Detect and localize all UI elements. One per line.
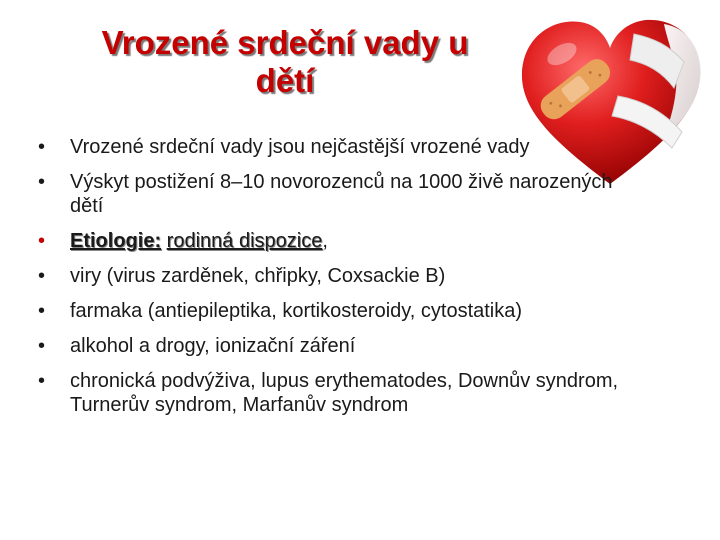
list-item xyxy=(38,299,638,323)
slide-title xyxy=(20,24,550,100)
bullet-icon: • xyxy=(38,230,46,252)
list-item xyxy=(38,334,638,358)
title-line-2: dětí xyxy=(255,62,315,99)
bullet-text: alkohol a drogy, ionizační záření xyxy=(70,335,356,357)
etiology-suffix: , xyxy=(322,230,328,252)
etiology-text: rodinná dispozice xyxy=(166,230,323,252)
bullet-icon: • xyxy=(38,171,46,193)
list-item xyxy=(38,170,638,218)
list-item xyxy=(38,135,638,159)
list-item-etiology xyxy=(38,229,638,253)
bullet-icon: • xyxy=(38,335,46,357)
bullet-text: viry (virus zarděnek, chřipky, Coxsackie B) xyxy=(70,265,446,287)
list-item xyxy=(38,369,638,417)
title-line-1: Vrozené srdeční vady u xyxy=(101,24,469,61)
bullet-icon: • xyxy=(38,136,46,158)
bullet-text: Vrozené srdeční vady jsou nejčastější vrozené vady xyxy=(70,136,530,158)
bullet-icon: • xyxy=(38,370,46,392)
bullet-icon: • xyxy=(38,300,46,322)
bullet-text: farmaka (antiepileptika, kortikosteroidy, cytostatika) xyxy=(70,300,523,322)
list-item xyxy=(38,264,638,288)
bullet-text: Výskyt postižení 8–10 novorozenců na 1000 živě narozených dětí xyxy=(70,171,613,217)
bullet-icon: • xyxy=(38,265,46,287)
etiology-label: Etiologie: xyxy=(70,230,162,252)
bullet-text: chronická podvýživa, lupus erythematodes, Downův syndrom, Turnerův syndrom, Marfanův syndrom xyxy=(70,370,619,416)
bullet-list xyxy=(38,135,638,428)
